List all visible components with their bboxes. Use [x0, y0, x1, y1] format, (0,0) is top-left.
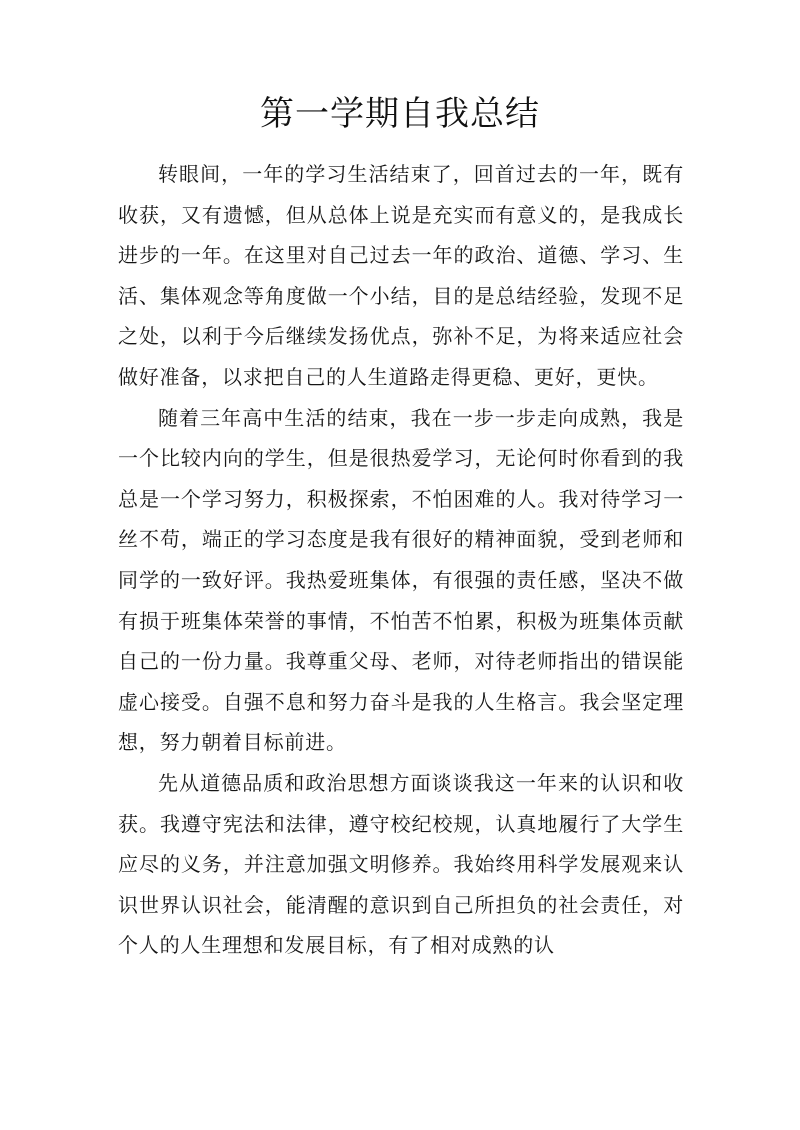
paragraph-2: 随着三年高中生活的结束，我在一步一步走向成熟，我是一个比较内向的学生，但是很热爱学习，无论何时你看到的我总是一个学习努力，积极探索，不怕困难的人。我对待学习一丝不苟，端正的学习态度是我有很好的精神面貌，受到老师和同学的一致好评。我热爱班集体，有很强的责任感，坚决不做有损于班集体荣誉的事情，不怕苦不怕累，积极为班集体贡献自己的一份力量。我尊重父母、老师，对待老师指出的错误能虚心接受。自强不息和努力奋斗是我的人生格言。我会坚定理想，努力朝着目标前进。 — [118, 405, 684, 755]
document-title: 第一学期自我总结 — [260, 94, 540, 134]
document-body — [118, 154, 684, 966]
paragraph-3: 先从道德品质和政治思想方面谈谈我这一年来的认识和收获。我遵守宪法和法律，遵守校纪校规，认真地履行了大学生应尽的义务，并注意加强文明修养。我始终用科学发展观来认识世界认识社会，能清醒的意识到自己所担负的社会责任，对个人的人生理想和发展目标，有了相对成熟的认 — [118, 770, 684, 958]
paragraph-1: 转眼间，一年的学习生活结束了，回首过去的一年，既有收获，又有遗憾，但从总体上说是充实而有意义的，是我成长进步的一年。在这里对自己过去一年的政治、道德、学习、生活、集体观念等角度做一个小结，目的是总结经验，发现不足之处，以利于今后继续发扬优点，弥补不足，为将来适应社会做好准备，以求把自己的人生道路走得更稳、更好，更快。 — [118, 162, 684, 389]
